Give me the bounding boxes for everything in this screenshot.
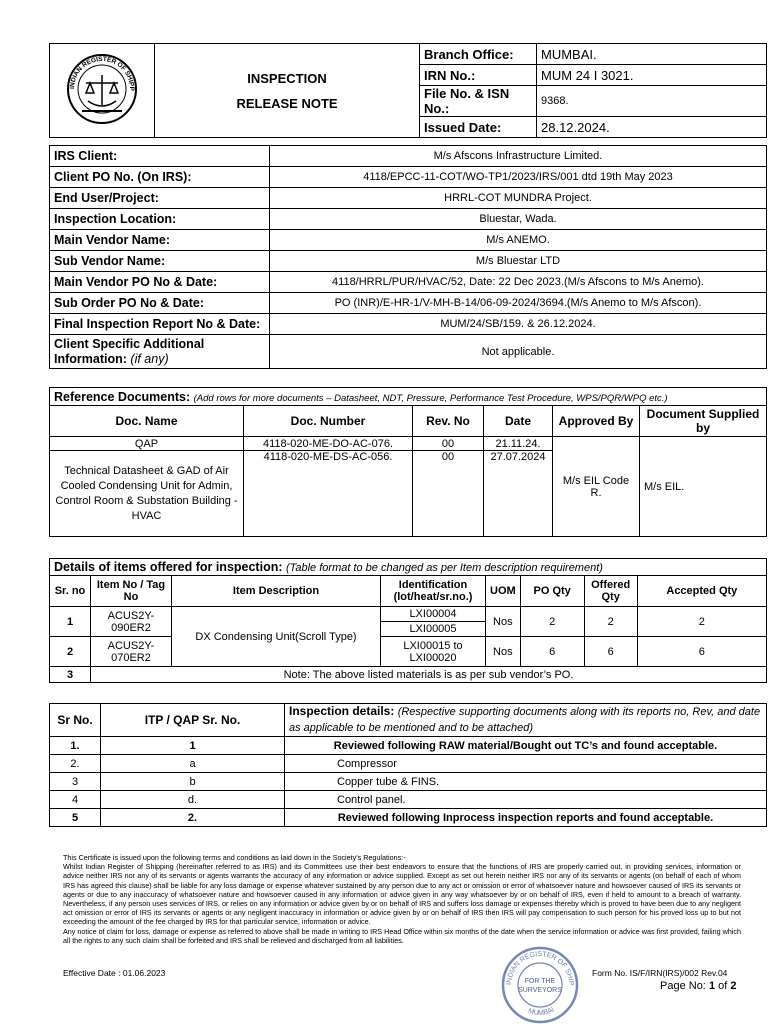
client-info-label: Inspection Location: — [50, 209, 270, 230]
col-date: Date — [484, 406, 553, 437]
client-info-label: Sub Vendor Name: — [50, 251, 270, 272]
client-info-label: Main Vendor PO No & Date: — [50, 272, 270, 293]
client-info-table — [49, 145, 767, 369]
col-doc-number: Doc. Number — [244, 406, 413, 437]
items-note-row: 3 Note: The above listed materials is as per sub vendor’s PO. — [50, 667, 767, 683]
issued-date-label: Issued Date: — [420, 117, 537, 138]
client-info-row — [50, 251, 767, 272]
supplied-by-value: M/s EIL. — [640, 437, 767, 537]
client-info-label: IRS Client: — [50, 146, 270, 167]
item-row: 2 ACUS2Y-070ER2 LXI00015 to LXI00020 Nos 6 6 6 — [50, 637, 767, 667]
file-no-label: File No. & ISN No.: — [420, 86, 537, 117]
irs-stamp — [501, 946, 579, 1029]
inspection-row — [50, 737, 767, 755]
client-info-row — [50, 314, 767, 335]
client-specific-label: Client Specific Additional Information: (if any) — [50, 335, 270, 369]
ref-docs-header — [50, 406, 767, 437]
client-info-value: M/s Bluestar LTD — [270, 251, 767, 272]
client-info-row — [50, 209, 767, 230]
inspection-sr: 2. — [50, 755, 101, 773]
terms-fine-print: This Certificate is issued upon the following terms and conditions as laid down in the Society's Regulations:- Whilst Indian Register of Shipping (hereinafter referred to as IRS) and its Committees use their best endeavors to ensure that the functions of IRS are properly carried out, in providing services, information or advice neither IRS nor any of its servants or agents warrants the accuracy of any information or advice supplied. Except as set out herein neither IRS nor any of its servants or agents (on behalf of each of whom IRS has agreed this clause) shall be liable for any loss damage or expense whatever sustained by any person due to any act or omission or error of whatsoever nature and howsoever caused of IRS its servants or agents or due to any inaccuracy of whatsoever nature and howsoever caused in any information or advice given in any way whatsoever by or on behalf of IRS, even if held to amount to a breach of warranty. Nevertheless, if any person uses services of IRS, or relies on any information or advice given by or on behalf of IRS and suffers loss damage or expenses thereby which is proved to have been due to any negligent act omission or error of IRS its servants or agents or any negligent inaccuracy in information or advice given by or on behalf of IRS then IRS will pay compensation to such person for his proved loss up to but not exceeding the amount of the fee charged by IRS for that particular service, information or advice. Any notice of claim for loss, damage or expense as referred to above shall be made in writing to IRS Head Office within six months of the date when the service information or advice was first provided, failing which all the rights to any such claim shall be forfeited and IRS shall be relieved and discharged from all liabilities. — [63, 853, 741, 945]
irs-logo — [50, 44, 155, 138]
form-number: Form No. IS/F/IRN(IRS)/002 Rev.04 — [592, 968, 728, 978]
client-info-value: M/s ANEMO. — [270, 230, 767, 251]
svg-text:INDIAN REGISTER OF SHIPPING: INDIAN REGISTER OF SHIP — [505, 950, 575, 986]
branch-office-label: Branch Office: — [420, 44, 537, 65]
client-specific-row — [50, 335, 767, 369]
client-info-row — [50, 146, 767, 167]
client-info-row — [50, 272, 767, 293]
svg-text:MUMBAI: MUMBAI — [526, 1006, 556, 1018]
page-title: INSPECTION RELEASE NOTE — [155, 44, 420, 138]
inspection-itp: 1 — [101, 737, 285, 755]
client-info-row — [50, 167, 767, 188]
ref-doc-row: Technical Datasheet & GAD of Air Cooled Condensing Unit for Admin, Control Room & Substation Building - HVAC 4118-020-ME-DS-AC-056. 00 27.07.2024 — [50, 451, 767, 537]
ref-doc-row: QAP 4118-020-ME-DO-AC-076. 00 21.11.24. M/s EIL Code R. M/s EIL. — [50, 437, 767, 451]
inspection-itp: 2. — [101, 809, 285, 827]
inspection-sr: 1. — [50, 737, 101, 755]
items-header: Sr. no Item No / Tag No Item Description Identification (lot/heat/sr.no.) UOM PO Qty Offered Qty Accepted Qty — [50, 576, 767, 607]
reference-documents-table — [49, 387, 767, 537]
client-info-value: HRRL-COT MUNDRA Project. — [270, 188, 767, 209]
inspection-itp: b — [101, 773, 285, 791]
col-rev-no: Rev. No — [413, 406, 484, 437]
inspection-itp: a — [101, 755, 285, 773]
client-info-label: End User/Project: — [50, 188, 270, 209]
header-table — [49, 43, 767, 138]
client-info-row — [50, 188, 767, 209]
inspection-details-table — [49, 703, 767, 827]
client-info-value: 4118/HRRL/PUR/HVAC/52, Date: 22 Dec 2023.(M/s Afscons to M/s Anemo). — [270, 272, 767, 293]
col-doc-name: Doc. Name — [50, 406, 244, 437]
client-info-row — [50, 230, 767, 251]
approved-by-value: M/s EIL Code R. — [553, 437, 640, 537]
items-table: Details of items offered for inspection: (Table format to be changed as per Item description requirement) Sr. no Item No / Tag No Item Description Identification (lot/heat/sr.no.) UOM PO Qty Offered Qty Accepted Qty 1 ACUS2Y-090ER2 DX Condensing Unit(Scroll Type) LXI00004 Nos 2 2 2 LXI00005 2 ACUS2Y-070ER2 LXI00015 to LXI00020 Nos 6 6 6 3 Note: The above listed materials is as per sub vendor’s PO. — [49, 558, 767, 683]
items-title: Details of items offered for inspection: (Table format to be changed as per Item description requirement) — [50, 559, 767, 576]
inspection-header: Sr No. ITP / QAP Sr. No. Inspection details: (Respective supporting documents along with its reports no, Rev, and date as applicable to be mentioned and to be attached) — [50, 704, 767, 737]
client-info-value: Bluestar, Wada. — [270, 209, 767, 230]
inspection-itp: d. — [101, 791, 285, 809]
svg-text:INDIAN REGISTER OF SHIPPING: INDIAN REGISTER OF SHIPP — [68, 55, 136, 91]
svg-text:SURVEYORS: SURVEYORS — [518, 987, 562, 994]
inspection-row — [50, 809, 767, 827]
irs-logo-icon — [64, 53, 140, 125]
inspection-detail: Reviewed following RAW material/Bought out TC’s and found acceptable. — [285, 737, 767, 755]
client-info-label: Final Inspection Report No & Date: — [50, 314, 270, 335]
inspection-detail: Copper tube & FINS. — [285, 773, 767, 791]
inspection-detail: Reviewed following Inprocess inspection reports and found acceptable. — [285, 809, 767, 827]
svg-text:FOR THE: FOR THE — [524, 978, 556, 985]
irn-value: MUM 24 I 3021. — [537, 65, 767, 86]
branch-office-value: MUMBAI. — [537, 44, 767, 65]
stamp-icon — [501, 946, 579, 1024]
inspection-sr: 5 — [50, 809, 101, 827]
client-info-row — [50, 293, 767, 314]
inspection-row — [50, 791, 767, 809]
client-specific-value: Not applicable. — [270, 335, 767, 369]
inspection-detail: Control panel. — [285, 791, 767, 809]
ref-docs-title: Reference Documents: (Add rows for more documents – Datasheet, NDT, Pressure, Performance Test Procedure, WPS/PQR/WPQ etc.) — [50, 388, 767, 406]
client-info-value: PO (INR)/E-HR-1/V-MH-B-14/06-09-2024/3694.(M/s Anemo to M/s Afscon). — [270, 293, 767, 314]
client-info-label: Sub Order PO No & Date: — [50, 293, 270, 314]
irn-label: IRN No.: — [420, 65, 537, 86]
client-info-label: Main Vendor Name: — [50, 230, 270, 251]
inspection-row — [50, 773, 767, 791]
item-row: 1 ACUS2Y-090ER2 DX Condensing Unit(Scroll Type) LXI00004 Nos 2 2 2 — [50, 607, 767, 622]
col-approved-by: Approved By — [553, 406, 640, 437]
inspection-sr: 4 — [50, 791, 101, 809]
effective-date: Effective Date : 01.06.2023 — [63, 968, 166, 978]
client-info-value: M/s Afscons Infrastructure Limited. — [270, 146, 767, 167]
client-info-label: Client PO No. (On IRS): — [50, 167, 270, 188]
client-info-value: MUM/24/SB/159. & 26.12.2024. — [270, 314, 767, 335]
inspection-sr: 3 — [50, 773, 101, 791]
page-number: Page No: 1 of 2 — [660, 980, 737, 992]
inspection-row — [50, 755, 767, 773]
inspection-detail: Compressor — [285, 755, 767, 773]
col-supplied-by: Document Supplied by — [640, 406, 767, 437]
issued-date-value: 28.12.2024. — [537, 117, 767, 138]
file-no-value: 9368. — [537, 86, 767, 117]
client-info-value: 4118/EPCC-11-COT/WO-TP1/2023/IRS/001 dtd 19th May 2023 — [270, 167, 767, 188]
item-description: DX Condensing Unit(Scroll Type) — [172, 607, 381, 667]
